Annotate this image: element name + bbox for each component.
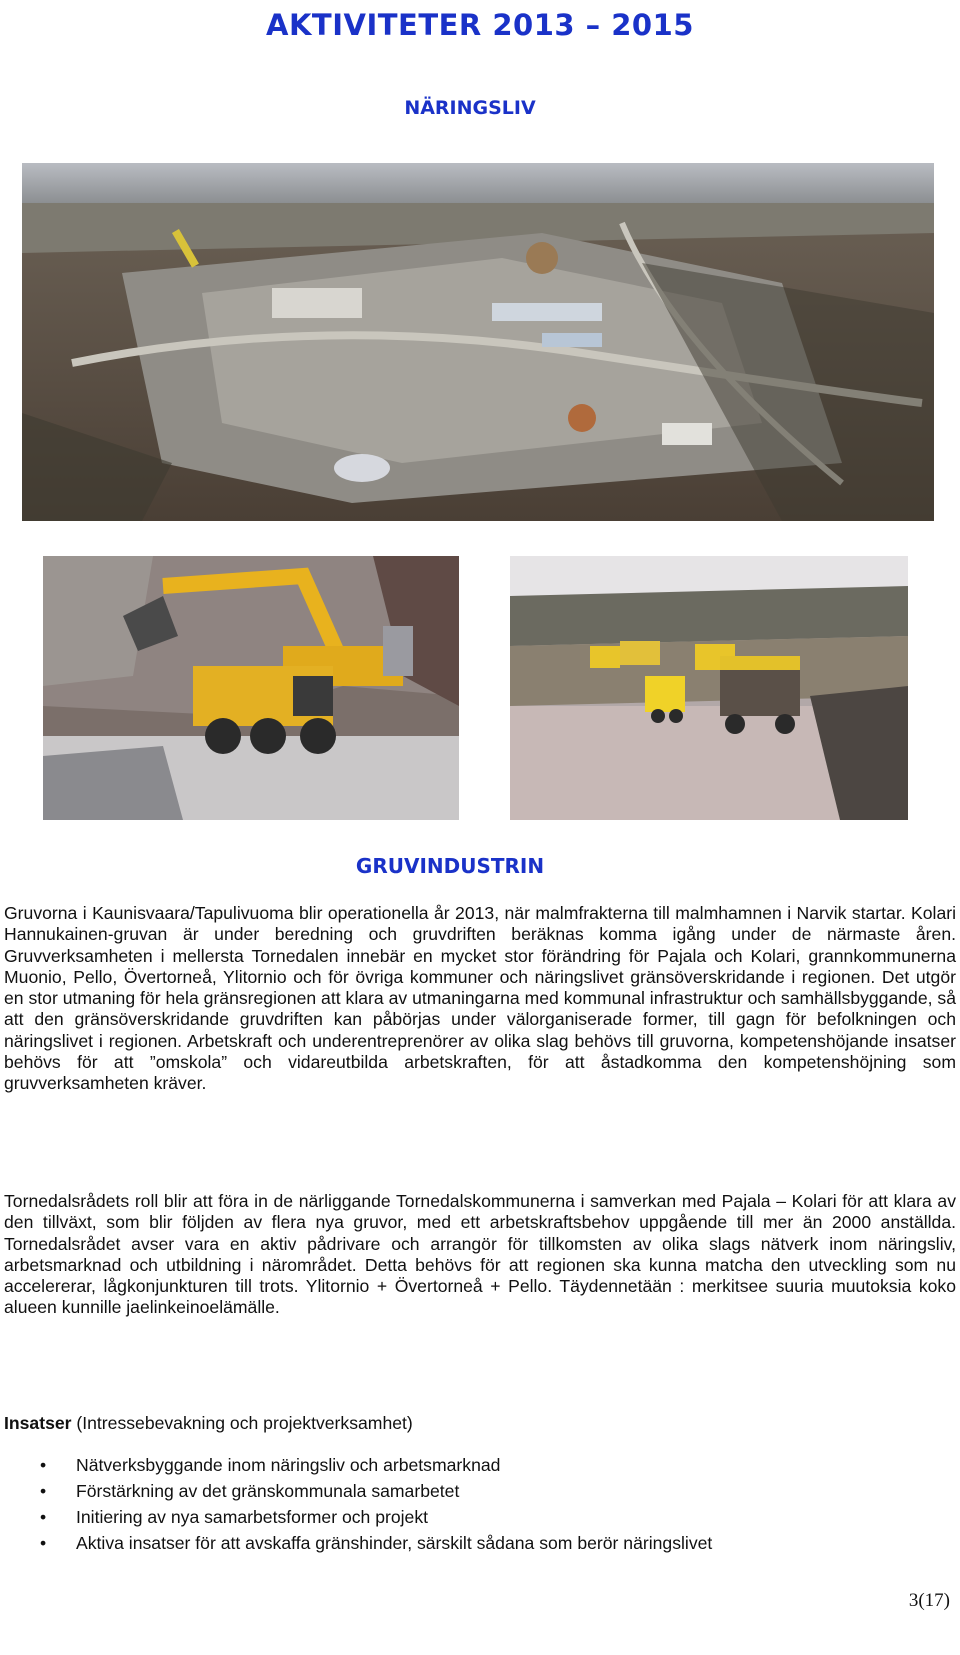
- body-paragraph: Tornedalsrådets roll blir att föra in de närliggande Tornedalskommunerna i samverkan med Pajala – Kolari för att klara av den tillväxt, som blir följden av flera nya gruvor, med ett arbetskraftsbehov uppgående till mer än 2000 anställda. Tornedalsrådet avser vara en aktiv pådrivare och arrangör för tillkomsten av olika slags nätverk inom näringsliv, arbetsmarknad och utbildning i närområdet. Detta behövs för att regionen ska kunna matcha den utveckling som nu accelererar, lågkonjunkturen till trots. Ylitornio + Övertorneå + Pello. Täydennetään : merkitsee suuria muutoksia koko alueen kunnille jaelinkeinoelämälle.: [4, 1191, 956, 1318]
- insatser-heading: [4, 1413, 413, 1434]
- insatser-label: Insatser: [4, 1413, 72, 1433]
- body-paragraph: Gruvorna i Kaunisvaara/Tapulivuoma blir operationella år 2013, när malmfrakterna till malmhamnen i Narvik startar. Kolari Hannukainen-gruvan är under beredning och gruvdriften beräknas komma igång under de närmaste åren. Gruvverksamheten i mellersta Tornedalen innebär en mycket stor förändring för Pajala och Kolari, grannkommunerna Muonio, Pello, Övertorneå, Ylitornio och för övriga kommuner och näringslivet gränsöverskridande i regionen. Det utgör en stor utmaning för hela gränsregionen att klara av utmaningarna med kommunal infrastruktur och samhällsbyggande, så att den gränsöverskridande gruvdriften kan påbörjas under välorganiserade former, till gagn för befolkningen och näringslivet i regionen. Arbetskraft och underentreprenörer av olika slag behövs till gruvorna, kompetenshöjande insatser behövs för att ”omskola” och vidareutbilda arbetskraften, för att åstadkomma den kompetenshöjning som gruvverksamheten kräver.: [4, 903, 956, 1094]
- bullet-icon: •: [40, 1533, 47, 1553]
- list-item: [40, 1504, 712, 1530]
- page-number: 3(17): [908, 1590, 950, 1611]
- dump-trucks-in-open-pit-photo: [510, 556, 908, 820]
- bullet-icon: •: [40, 1507, 47, 1527]
- page-subtitle: NÄRINGSLIV: [404, 97, 536, 119]
- bullet-icon: •: [40, 1455, 47, 1475]
- list-item: [40, 1478, 712, 1504]
- insatser-list: [40, 1452, 712, 1556]
- aerial-mine-site-photo: [22, 163, 934, 521]
- bullet-icon: •: [40, 1481, 47, 1501]
- list-item-text: Aktiva insatser för att avskaffa gränshinder, särskilt sådana som berör näringslivet: [76, 1533, 713, 1553]
- page-title: AKTIVITETER 2013 – 2015: [266, 8, 694, 42]
- insatser-note: (Intressebevakning och projektverksamhet): [76, 1413, 413, 1433]
- list-item-text: Förstärkning av det gränskommunala samarbetet: [76, 1481, 460, 1501]
- section-heading: GRUVINDUSTRIN: [355, 854, 545, 878]
- list-item-text: Nätverksbyggande inom näringsliv och arbetsmarknad: [76, 1455, 501, 1475]
- list-item: [40, 1530, 712, 1556]
- list-item: [40, 1452, 712, 1478]
- list-item-text: Initiering av nya samarbetsformer och projekt: [76, 1507, 429, 1527]
- excavator-and-dump-truck-photo: [43, 556, 459, 820]
